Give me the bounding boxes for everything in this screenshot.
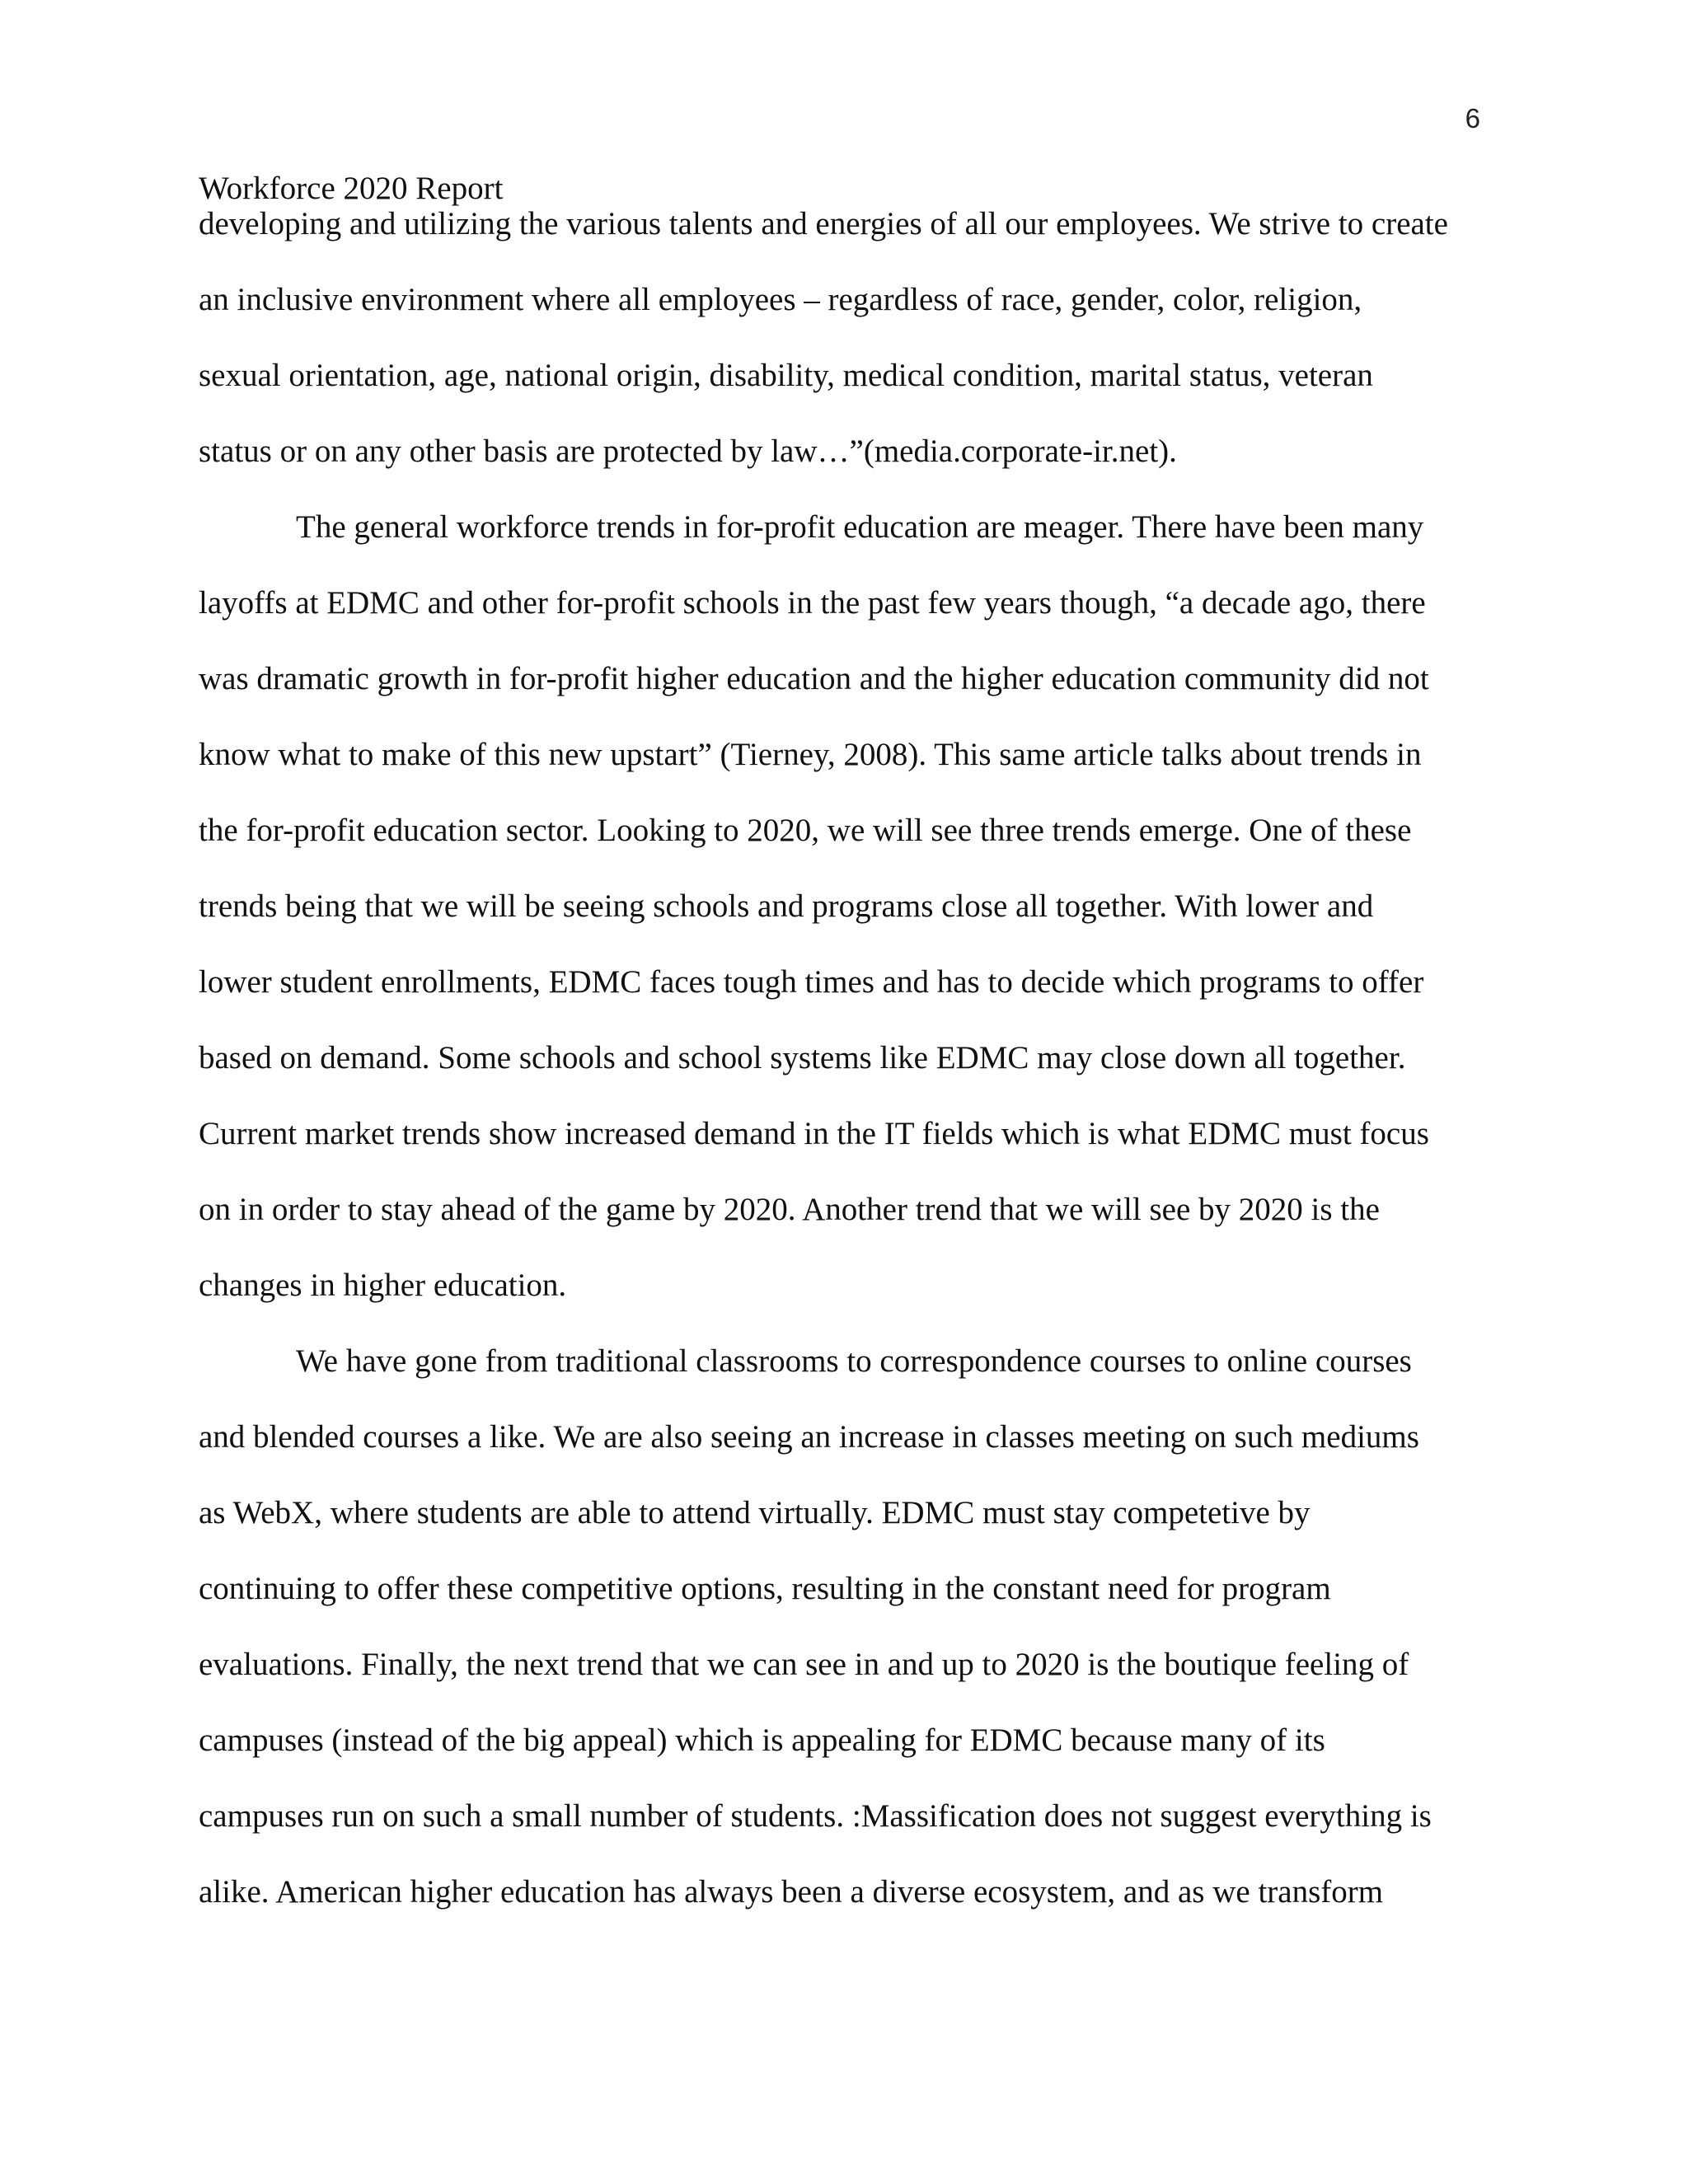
text-line: lower student enrollments, EDMC faces tough times and has to decide which programs to offer xyxy=(199,964,1424,1000)
text-line: continuing to offer these competitive options, resulting in the constant need for program xyxy=(199,1571,1331,1606)
text-line: status or on any other basis are protected by law…”(media.corporate-ir.net). xyxy=(199,434,1177,469)
paragraph-first-line: We have gone from traditional classrooms to correspondence courses to online courses xyxy=(296,1343,1412,1379)
text-line: layoffs at EDMC and other for-profit schools in the past few years though, “a decade ago, there xyxy=(199,585,1426,621)
running-head: Workforce 2020 Report xyxy=(199,171,504,206)
text-line: as WebX, where students are able to attend virtually. EDMC must stay competetive by xyxy=(199,1495,1311,1530)
text-line: Current market trends show increased demand in the IT fields which is what EDMC must focus xyxy=(199,1116,1429,1151)
text-line: know what to make of this new upstart” (Tierney, 2008). This same article talks about trends in xyxy=(199,737,1422,772)
text-line: was dramatic growth in for-profit higher education and the higher education community did not xyxy=(199,661,1429,696)
text-line: changes in higher education. xyxy=(199,1268,567,1303)
text-line: on in order to stay ahead of the game by 2020. Another trend that we will see by 2020 is the xyxy=(199,1192,1380,1227)
paragraph-first-line: The general workforce trends in for-profit education are meager. There have been many xyxy=(296,509,1424,545)
text-line: campuses run on such a small number of students. :Massification does not suggest everything is xyxy=(199,1798,1432,1834)
text-line: and blended courses a like. We are also seeing an increase in classes meeting on such mediums xyxy=(199,1419,1419,1455)
text-line: based on demand. Some schools and school systems like EDMC may close down all together. xyxy=(199,1040,1406,1076)
page-number: 6 xyxy=(1465,103,1480,134)
text-line: an inclusive environment where all employees – regardless of race, gender, color, religion, xyxy=(199,282,1362,317)
text-line: the for-profit education sector. Looking to 2020, we will see three trends emerge. One of these xyxy=(199,813,1412,848)
text-line: alike. American higher education has always been a diverse ecosystem, and as we transform xyxy=(199,1874,1384,1910)
text-line: developing and utilizing the various talents and energies of all our employees. We strive to create xyxy=(199,206,1448,241)
text-line: evaluations. Finally, the next trend that we can see in and up to 2020 is the boutique feeling of xyxy=(199,1647,1409,1682)
text-line: trends being that we will be seeing schools and programs close all together. With lower and xyxy=(199,888,1374,924)
text-line: sexual orientation, age, national origin, disability, medical condition, marital status, veteran xyxy=(199,358,1373,393)
text-line: campuses (instead of the big appeal) which is appealing for EDMC because many of its xyxy=(199,1722,1325,1758)
body-text xyxy=(199,206,1493,1950)
